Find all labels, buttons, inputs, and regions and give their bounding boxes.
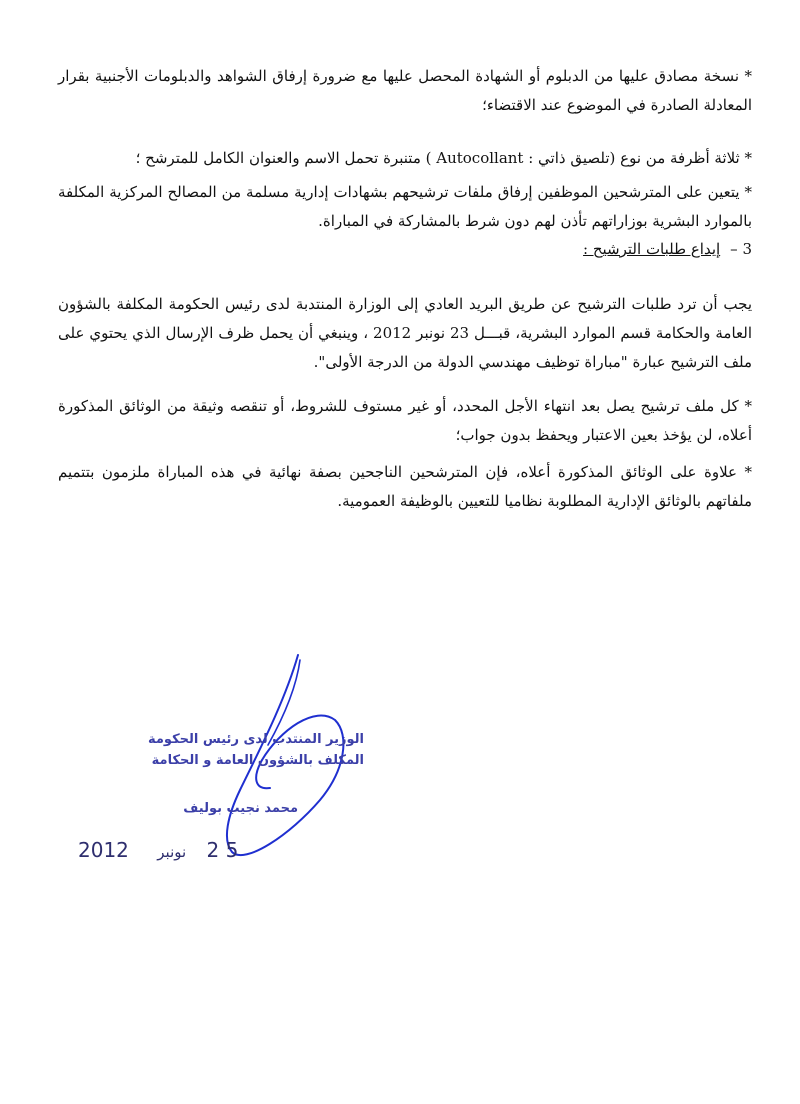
date-stamp — [78, 838, 238, 862]
paragraph-envelopes: * ثلاثة أظرفة من نوع (تلصيق ذاتي : Autocollant ) متنبرة تحمل الاسم والعنوان الكامل للمترشح ؛ — [135, 149, 752, 167]
paragraph-employees-certificate: * يتعين على المترشحين الموظفين إرفاق ملفات ترشيحهم بشهادات إدارية مسلمة من المصالح المركزية المكلفة بالموارد البشرية بوزاراتهم تأذن لهم دون شرط بالمشاركة في المباراة. — [58, 183, 752, 230]
date-year: 2012 — [78, 838, 129, 862]
stamp-signatory-name: محمد نجيب بوليف — [183, 801, 298, 816]
date-month: نونبر — [157, 843, 187, 861]
stamp-line-2: المكلف بالشؤون العامة و الحكامة — [151, 753, 364, 768]
paragraph-certified-copy: * نسخة مصادق عليها من الدبلوم أو الشهادة المحصل عليها مع ضرورة إرفاق الشواهد والدبلومات الأجنبية بقرار المعادلة الصادرة في الموضوع عند الاقتضاء؛ — [58, 67, 752, 114]
paragraph-successful-candidates: * علاوة على الوثائق المذكورة أعلاه، فإن المترشحين الناجحين بصفة نهائية في هذه المباراة ملزمون بتتميم ملفاتهم بالوثائق الإدارية المطلوبة نظاميا للتعيين بالوظيفة العمومية. — [58, 463, 752, 510]
date-day: 2 5 — [206, 838, 239, 862]
section-title: إيداع طلبات الترشيح : — [583, 240, 721, 258]
paragraph-submission: يجب أن ترد طلبات الترشيح عن طريق البريد العادي إلى الوزارة المنتدبة لدى رئيس الحكومة المكلفة بالشؤون العامة والحكامة قسم الموارد البشرية، قبـــل 23 نونبر 2012 ، وينبغي أن يحمل ظرف الإرسال الذي يحتوي على ملف الترشيح عبارة "مباراة توظيف مهندسي الدولة من الدرجة الأولى". — [58, 295, 752, 371]
section-number: 3 – — [730, 240, 752, 258]
stamp-line-1: الوزير المنتدب لدى رئيس الحكومة — [148, 732, 364, 747]
paragraph-late-files: * كل ملف ترشيح يصل بعد انتهاء الأجل المحدد، أو غير مستوف للشروط، أو تنقصه وثيقة من الوثائق المذكورة أعلاه، لن يؤخذ بعين الاعتبار ويحفظ بدون جواب؛ — [58, 397, 752, 444]
